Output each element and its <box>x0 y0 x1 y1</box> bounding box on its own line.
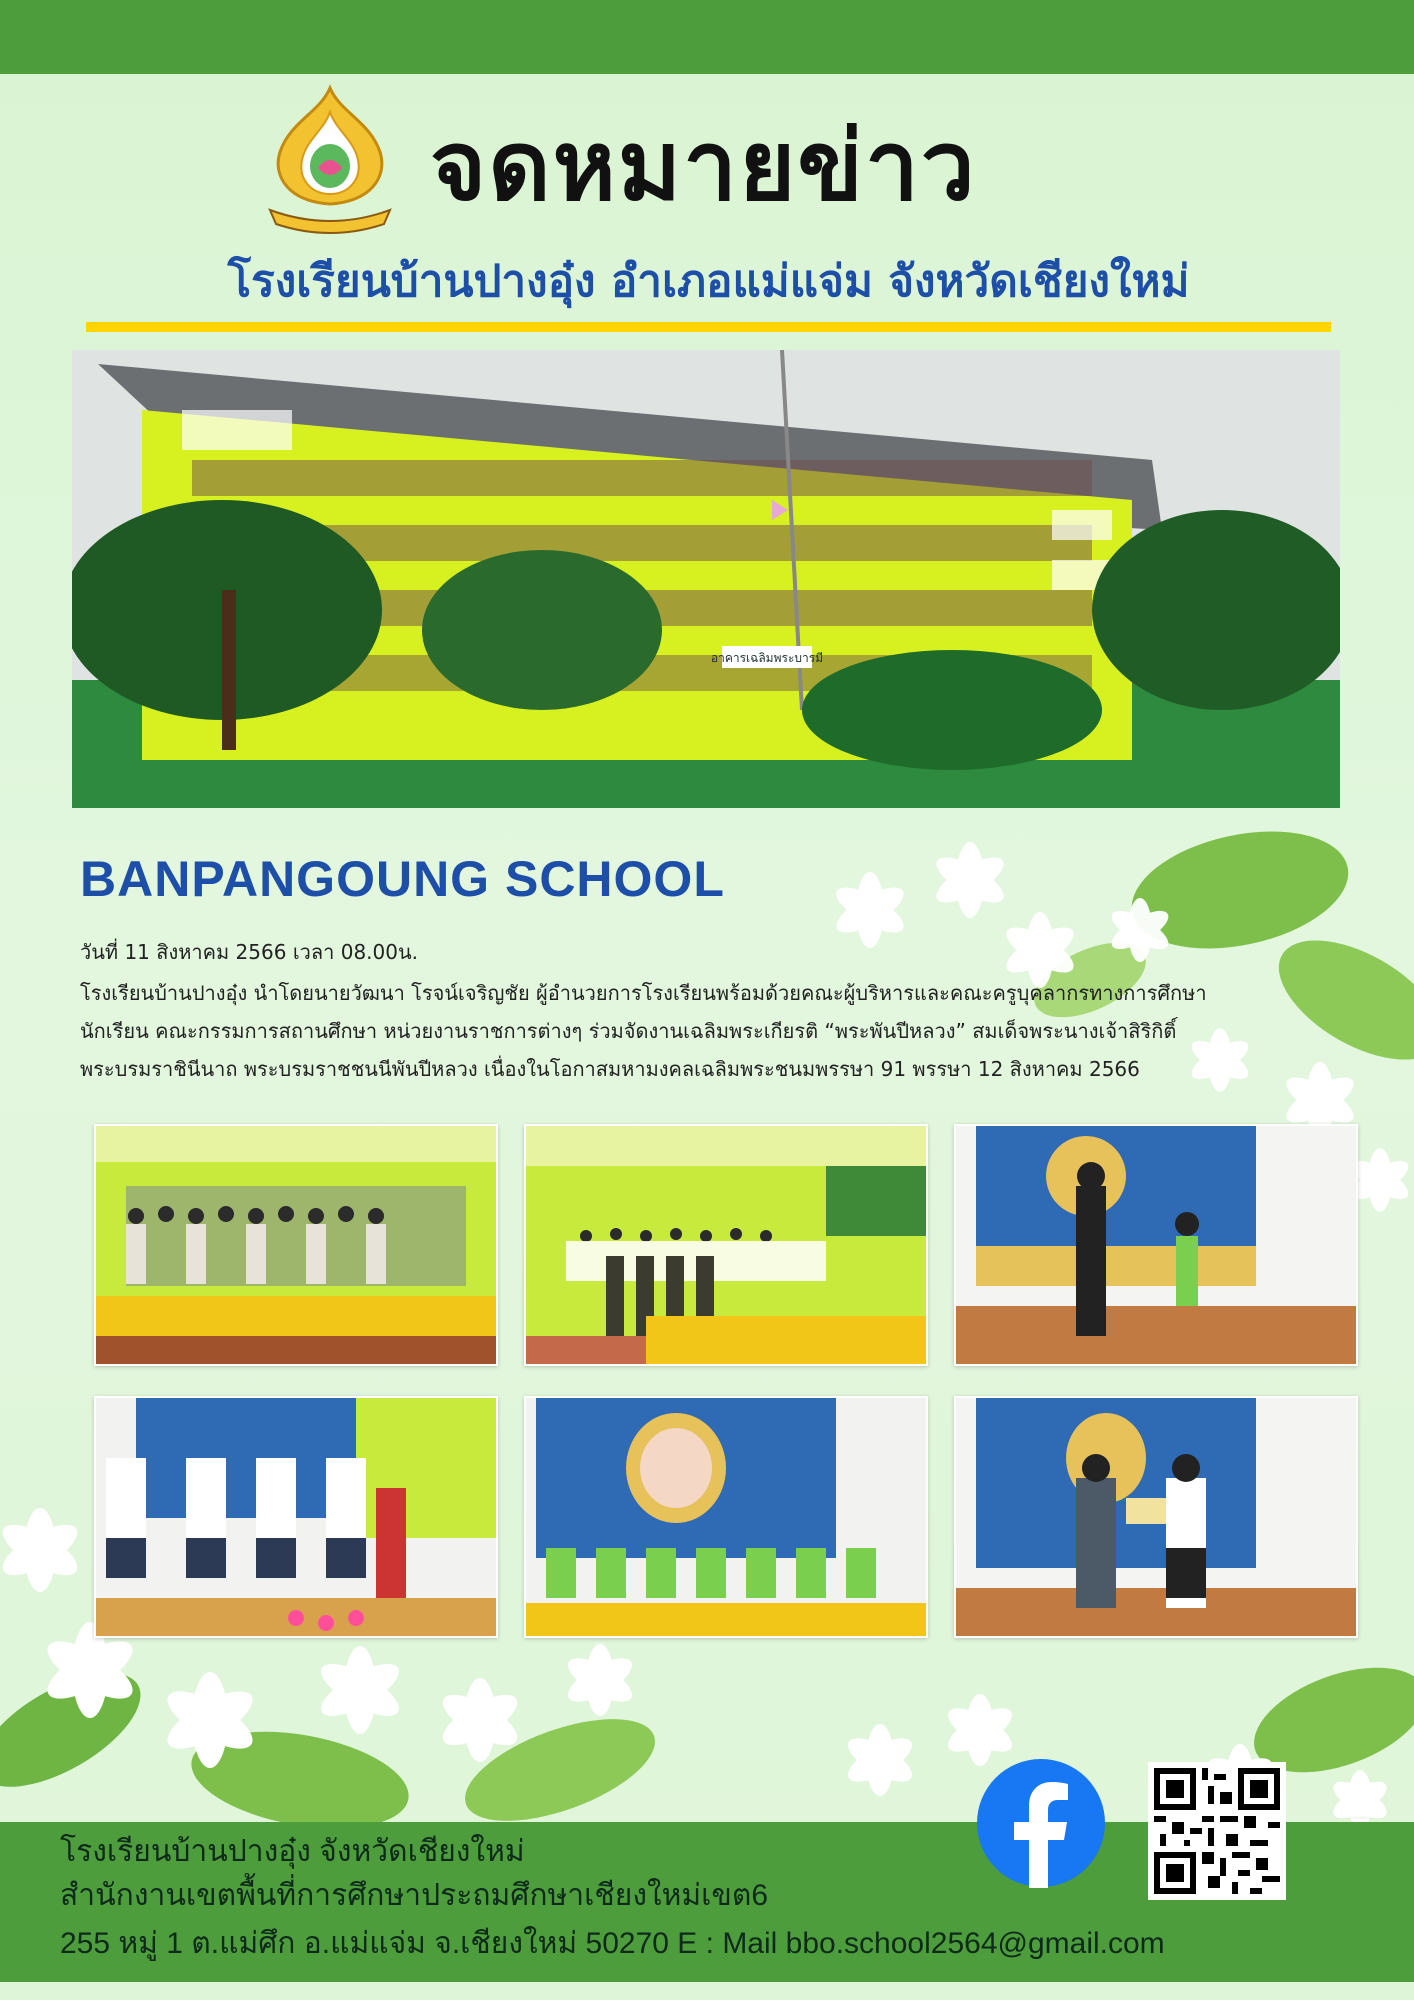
article-line: นักเรียน คณะกรรมการสถานศึกษา หน่วยงานราชการต่างๆ ร่วมจัดงานเฉลิมพระเกียรติ “พระพันปีหลวง” สมเด็จพระนางเจ้าสิริกิติ์ <box>80 1019 1177 1043</box>
school-building-photo <box>72 350 1340 808</box>
article-line: โรงเรียนบ้านปางอุ๋ง นำโดยนายวัฒนา โรจน์เจริญชัย ผู้อำนวยการโรงเรียนพร้อมด้วยคณะผู้บริหารและคณะครูบุคลากรทางการศึกษา <box>80 981 1207 1005</box>
building-sign: อาคารเฉลิมพระบารมี <box>710 651 824 665</box>
footer-school-name: โรงเรียนบ้านปางอุ๋ง จังหวัดเชียงใหม่ <box>60 1835 525 1868</box>
jasmine-flower-decoration-bottom-right <box>820 1660 1414 1840</box>
article-line: พระบรมราชินีนาถ พระบรมราชชนนีพันปีหลวง เนื่องในโอกาสมหามงคลเฉลิมพระชนมพรรษา 91 พรรษา 12 สิงหาคม 2566 <box>80 1057 1140 1081</box>
facebook-icon[interactable] <box>976 1758 1106 1888</box>
page-title: จดหมายข่าว <box>430 110 977 222</box>
event-photo-2 <box>524 1124 928 1366</box>
yellow-divider <box>86 322 1331 332</box>
qr-code-icon[interactable] <box>1148 1762 1286 1900</box>
event-photo-3 <box>954 1124 1358 1366</box>
event-photo-6 <box>954 1396 1358 1638</box>
event-photo-4 <box>94 1396 498 1638</box>
event-photo-1 <box>94 1124 498 1366</box>
footer-district: สำนักงานเขตพื้นที่การศึกษาประถมศึกษาเชียงใหม่เขต6 <box>60 1879 769 1912</box>
top-green-band <box>0 0 1414 74</box>
school-logo-icon <box>250 82 410 242</box>
school-name-heading: BANPANGOUNG SCHOOL <box>80 851 725 907</box>
footer-address-email: 255 หมู่ 1 ต.แม่ศึก อ.แม่แจ่ม จ.เชียงใหม่ 50270 E : Mail bbo.school2564@gmail.com <box>60 1927 1165 1960</box>
article-body <box>80 974 1360 1088</box>
page-subtitle: โรงเรียนบ้านปางอุ๋ง อำเภอแม่แจ่ม จังหวัดเชียงใหม่ <box>227 256 1190 307</box>
event-photo-5 <box>524 1396 928 1638</box>
date-line: วันที่ 11 สิงหาคม 2566 เวลา 08.00น. <box>80 940 419 964</box>
